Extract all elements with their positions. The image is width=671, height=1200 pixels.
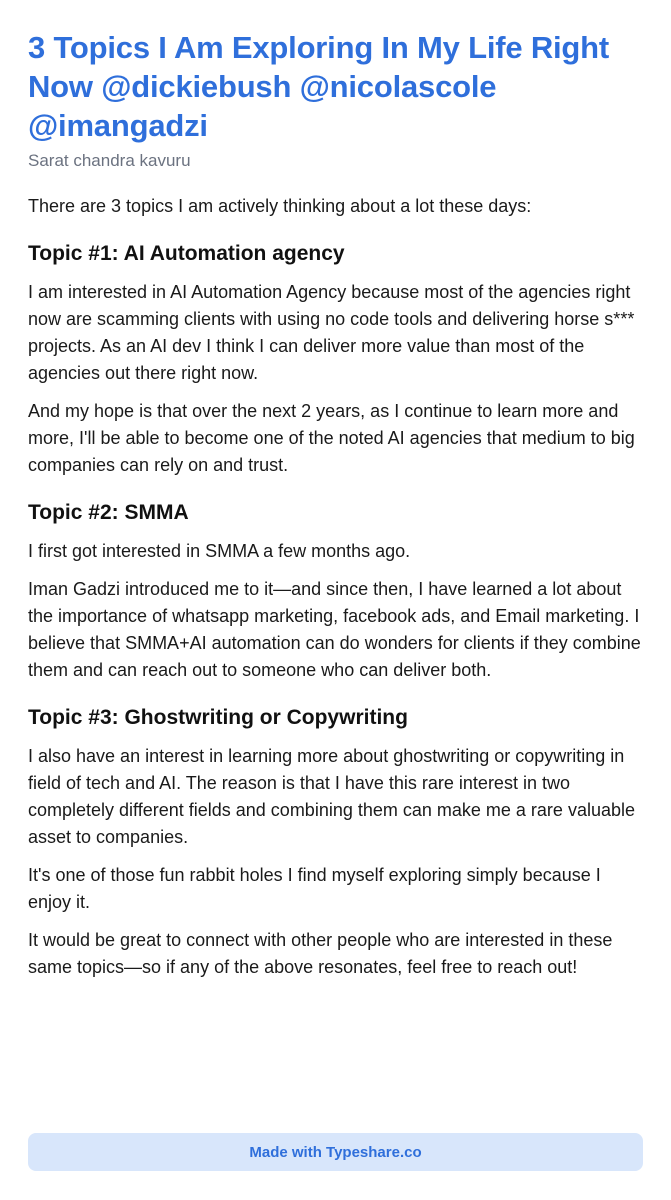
topic-paragraph: It's one of those fun rabbit holes I find myself exploring simply because I enjoy it. bbox=[28, 865, 601, 912]
topic-heading: Topic #2: SMMA bbox=[28, 501, 189, 524]
topic-paragraph: Iman Gadzi introduced me to it—and since then, I have learned a lot about the importance of whatsapp marketing, facebook ads, and Email marketing. I believe that SMMA+AI automation can do wonders for clients if they combine them and can reach out to someone who can deliver both. bbox=[28, 579, 641, 680]
intro-paragraph: There are 3 topics I am actively thinking about a lot these days: bbox=[28, 196, 532, 216]
author-name: Sarat chandra kavuru bbox=[28, 151, 191, 170]
topic-paragraph: I first got interested in SMMA a few months ago. bbox=[28, 541, 411, 561]
made-with-typeshare-link[interactable]: Made with Typeshare.co bbox=[28, 1133, 643, 1171]
post-title: 3 Topics I Am Exploring In My Life Right Now @dickiebush @nicolascole @imangadzi bbox=[28, 30, 610, 143]
topic-section-3 bbox=[28, 704, 643, 981]
topic-paragraph: I also have an interest in learning more about ghostwriting or copywriting in field of tech and AI. The reason is that I have this rare interest in two completely different fields and combining them can make me a rare valuable asset to companies. bbox=[28, 746, 635, 847]
topic-section-1 bbox=[28, 240, 643, 479]
topic-paragraph: And my hope is that over the next 2 years, as I continue to learn more and more, I'll be able to become one of the noted AI agencies that medium to big companies can rely on and trust. bbox=[28, 401, 635, 475]
topic-paragraph: It would be great to connect with other people who are interested in these same topics—so if any of the above resonates, feel free to reach out! bbox=[28, 930, 613, 977]
topic-heading: Topic #1: AI Automation agency bbox=[28, 242, 345, 265]
topic-paragraph: I am interested in AI Automation Agency because most of the agencies right now are scamming clients with using no code tools and delivering horse s*** projects. As an AI dev I think I can deliver more value than most of the agencies out there right now. bbox=[28, 282, 635, 383]
post-content bbox=[28, 28, 643, 981]
topic-heading: Topic #3: Ghostwriting or Copywriting bbox=[28, 706, 408, 729]
topic-section-2 bbox=[28, 499, 643, 684]
